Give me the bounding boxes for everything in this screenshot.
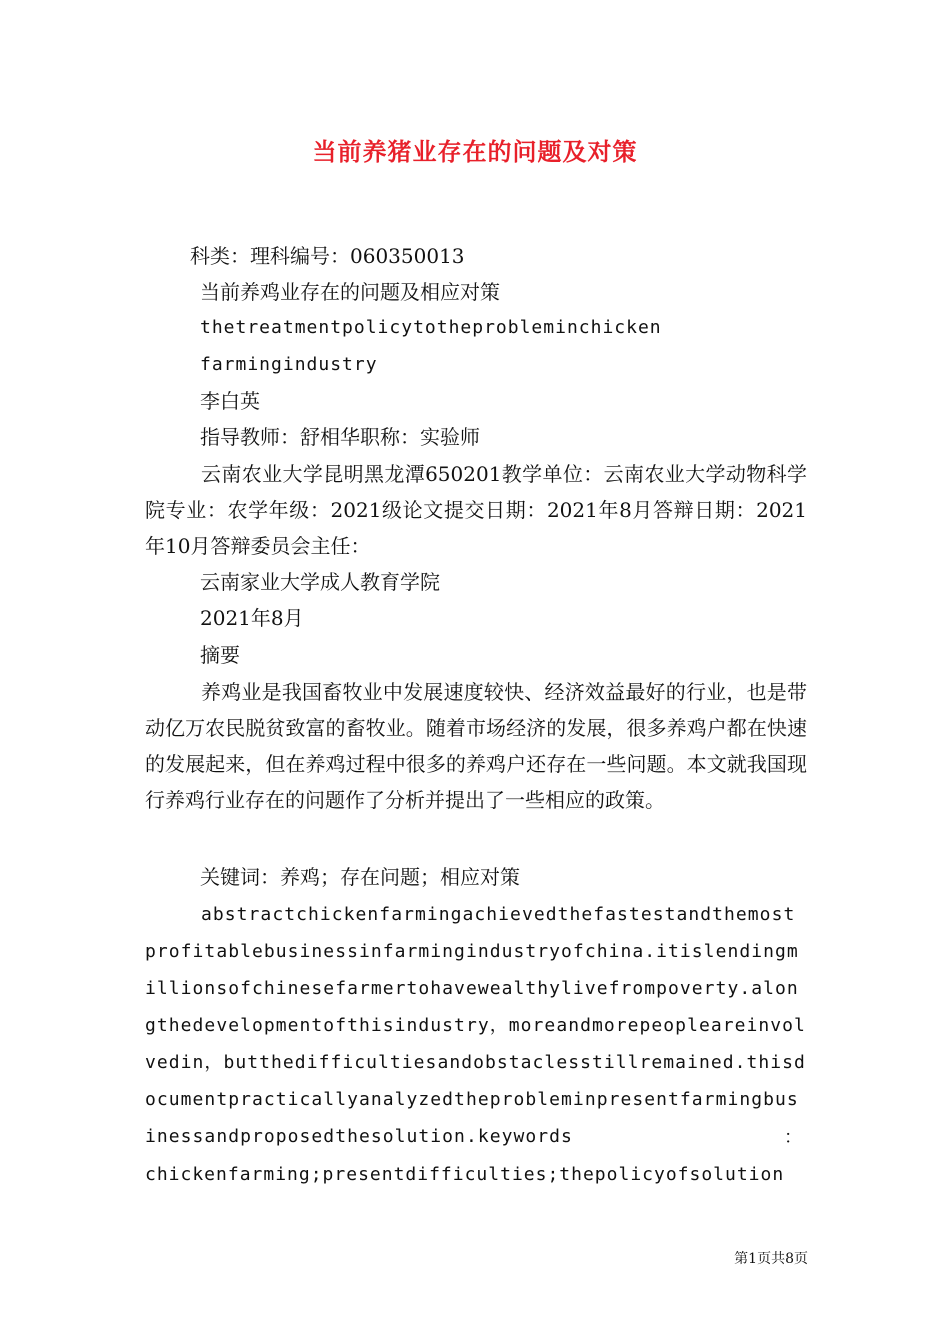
meta-line: 科类：理科编号：060350013: [190, 244, 465, 268]
keywords-cn-line: 关键词：养鸡；存在问题；相应对策: [200, 865, 520, 889]
en-subtitle-line-1: thetreatmentpolicytotheprobleminchicken: [200, 317, 662, 338]
author-name: 李白英: [200, 389, 260, 413]
affiliation-paragraph: 云南农业大学昆明黑龙潭650201教学单位：云南农业大学动物科学院专业：农学年级：2021级论文提交日期：2021年8月答辩日期：2021年10月答辩委员会主任：: [145, 462, 807, 558]
cn-subtitle: 当前养鸡业存在的问题及相应对策: [200, 280, 500, 304]
page-number: 第1页共8页: [734, 1251, 808, 1267]
abstract-heading: 摘要: [200, 643, 240, 667]
abstract-en-paragraph: abstractchickenfarmingachievedthefastestandthemostprofitablebusinessinfarmingindustryofchina.itislendingmillionsofchinesefarmertohavewealthylivefrompoverty.alongthedevelopmentofthisindustry，moreandmorepeopleareinvolvedin，butthedifficultiesandobstaclesstillremained.thisdocumentpracticallyanalyzedtheprobleminpresentfarmingbusinessandproposedthesolution.keywords: [145, 904, 806, 1147]
en-subtitle-line-2: farmingindustry: [200, 354, 378, 375]
document-title: 当前养猪业存在的问题及对策: [312, 137, 638, 166]
keywords-en-colon: ：: [784, 1127, 803, 1148]
abstract-cn-paragraph: 养鸡业是我国畜牧业中发展速度较快、经济效益最好的行业，也是带动亿万农民脱贫致富的畜牧业。随着市场经济的发展，很多养鸡户都在快速的发展起来，但在养鸡过程中很多的养鸡户还存在一些问题。本文就我国现行养鸡行业存在的问题作了分析并提出了一些相应的政策。: [145, 680, 807, 812]
advisor-line: 指导教师：舒相华职称：实验师: [200, 425, 480, 449]
date-line: 2021年8月: [200, 606, 304, 630]
institution-line: 云南家业大学成人教育学院: [200, 570, 440, 594]
keywords-en-line: chickenfarming;presentdifficulties;thepolicyofsolution: [145, 1164, 785, 1185]
